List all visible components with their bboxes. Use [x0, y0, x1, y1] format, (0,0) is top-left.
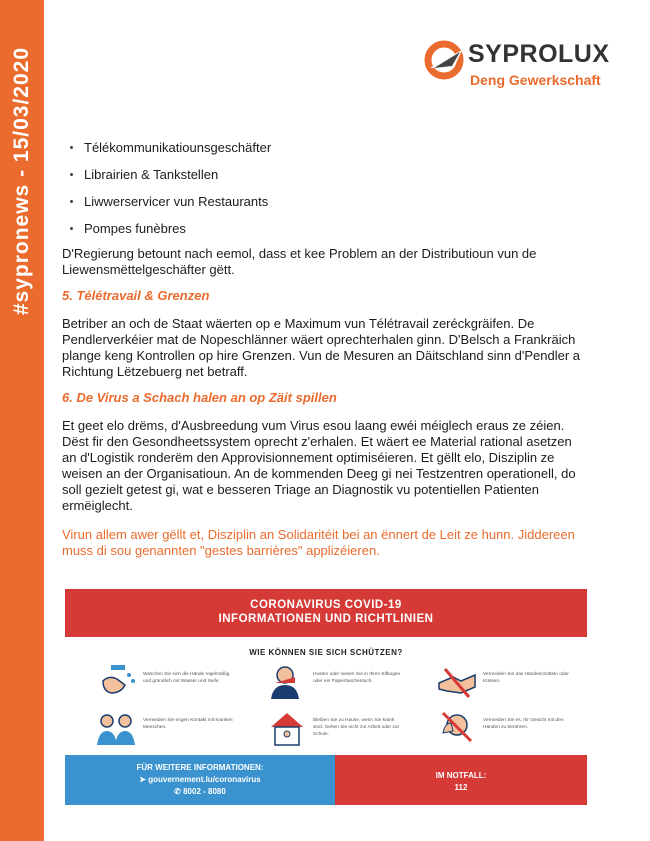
- bullet-icon: [70, 227, 73, 230]
- tip-text: Vermeiden Sie engen Kontakt mit kranken Menschen.: [143, 718, 233, 730]
- cursor-icon: ➤: [139, 775, 149, 784]
- logo-tagline: Deng Gewerkschaft: [470, 72, 601, 88]
- footer-emergency-title: IM NOTFALL:: [435, 771, 487, 780]
- sneeze-icon: [265, 663, 309, 701]
- infographic-title-1: CORONAVIRUS COVID-19: [250, 599, 402, 611]
- list-item: Liwwerservicer vun Restaurants: [62, 194, 582, 221]
- sidebar-date-label: #sypronews - 15/03/2020: [10, 47, 33, 316]
- paragraph-distribution: D'Regierung betount nach eemol, dass et kee Problem an der Distributioun vun de Liewensmëttelgeschäfter gëtt.: [62, 246, 537, 277]
- tip-handwash: [65, 663, 235, 701]
- section-6-heading: 6. De Virus a Schach halen an op Zäit spillen: [62, 390, 337, 405]
- closing-statement: Virun allem awer gëllt et, Disziplin an Solidaritéit bei an ënnert de Leit ze hunn. Jiddereen muss di sou genannten "gestes barrières" applizéieren.: [62, 527, 575, 558]
- tip-avoid-contact: [65, 709, 235, 747]
- section-5-heading: 5. Télétravail & Grenzen: [62, 288, 210, 303]
- phone-icon: ✆: [174, 787, 184, 796]
- list-item: Pompes funèbres: [62, 221, 582, 248]
- section-5-text: Betriber an och de Staat wäerten op e Maximum vun Télétravail zeréckgräifen. De Pendlerverkéier mat de Nopeschlänner wäert oprechterhalen ginn. D'Belsch a Frankräich plange keng Kontrollen op hire Grenzen. Vun de Mesuren an Däitschland sinn d'Pendler a Richtung Lëtzebuerg net betraff.: [62, 316, 581, 379]
- footer-info-box: [65, 755, 335, 805]
- infographic-banner: [65, 589, 587, 637]
- tip-text: Bleiben Sie zu Hause, wenn Sie krank sind. Gehen Sie nicht zur Arbeit oder zur Schule.: [313, 718, 400, 737]
- footer-phone: ✆ 8002 - 8080: [174, 787, 226, 796]
- bullet-icon: [70, 173, 73, 176]
- infographic-title-2: INFORMATIONEN UND RICHTLINIEN: [218, 613, 434, 625]
- sidebar: [0, 0, 44, 841]
- tips-grid: [65, 663, 587, 753]
- bullet-list: [62, 140, 582, 248]
- logo-mark-icon: [424, 38, 468, 82]
- tip-text: Vermeiden Sie es, Ihr Gesicht mit den Händen zu berühren.: [483, 718, 564, 730]
- logo-name: SYPROLUX: [468, 40, 610, 68]
- handwash-icon: [95, 663, 139, 701]
- footer-info-title: FÜR WEITERE INFORMATIONEN:: [136, 763, 264, 772]
- syprolux-logo: [424, 38, 614, 94]
- tip-sneeze: [235, 663, 405, 701]
- bullet-icon: [70, 146, 73, 149]
- no-handshake-icon: [435, 663, 479, 701]
- covid-infographic: [65, 589, 587, 805]
- footer-emergency-number: 112: [454, 783, 468, 792]
- footer-website: ➤ gouvernement.lu/coronavirus: [139, 775, 261, 784]
- tip-no-handshake: [405, 663, 575, 701]
- face-touch-icon: [435, 709, 479, 747]
- infographic-footer: [65, 755, 587, 805]
- footer-emergency-box: [335, 755, 587, 805]
- main-content: [62, 140, 582, 559]
- list-item: Librairien & Tankstellen: [62, 167, 582, 194]
- people-icon: [95, 709, 139, 747]
- tip-face-touch: [405, 709, 575, 747]
- stay-home-icon: [265, 709, 309, 747]
- infographic-subtitle: WIE KÖNNEN SIE SICH SCHÜTZEN?: [249, 648, 403, 657]
- list-item: Télékommunikatiounsgeschäfter: [62, 140, 582, 167]
- tip-stay-home: [235, 709, 405, 747]
- tip-text: Husten oder niesen Sie in Ihren Ellbogen oder ein Papiertaschentuch.: [313, 672, 401, 684]
- tip-text: Vermeiden Sie das Händeschütteln oder Küssen.: [483, 672, 569, 684]
- tip-text: Waschen Sie sich die Hände regelmäßig und gründlich mit Wasser und Seife.: [143, 672, 230, 684]
- bullet-icon: [70, 200, 73, 203]
- section-6-text: Et geet elo drëms, d'Ausbreedung vum Virus esou laang ewéi méiglech eraus ze zéien. Dëst fir den Gesondheetssystem oprecht z'erhalen. Et wäert ee Material rational asetzen an d'Logistik ronderëm den Approvisionnement optimiséieren. Et gëllt elo, Disziplin ze weisen an der Organisatioun. An de kommenden Deeg gi nei Testzentren operationell, do soll gezielt getest gi, wat e besseren Triage an Diagnostik vu potentiellen Patienten ermëiglecht.: [62, 418, 576, 513]
